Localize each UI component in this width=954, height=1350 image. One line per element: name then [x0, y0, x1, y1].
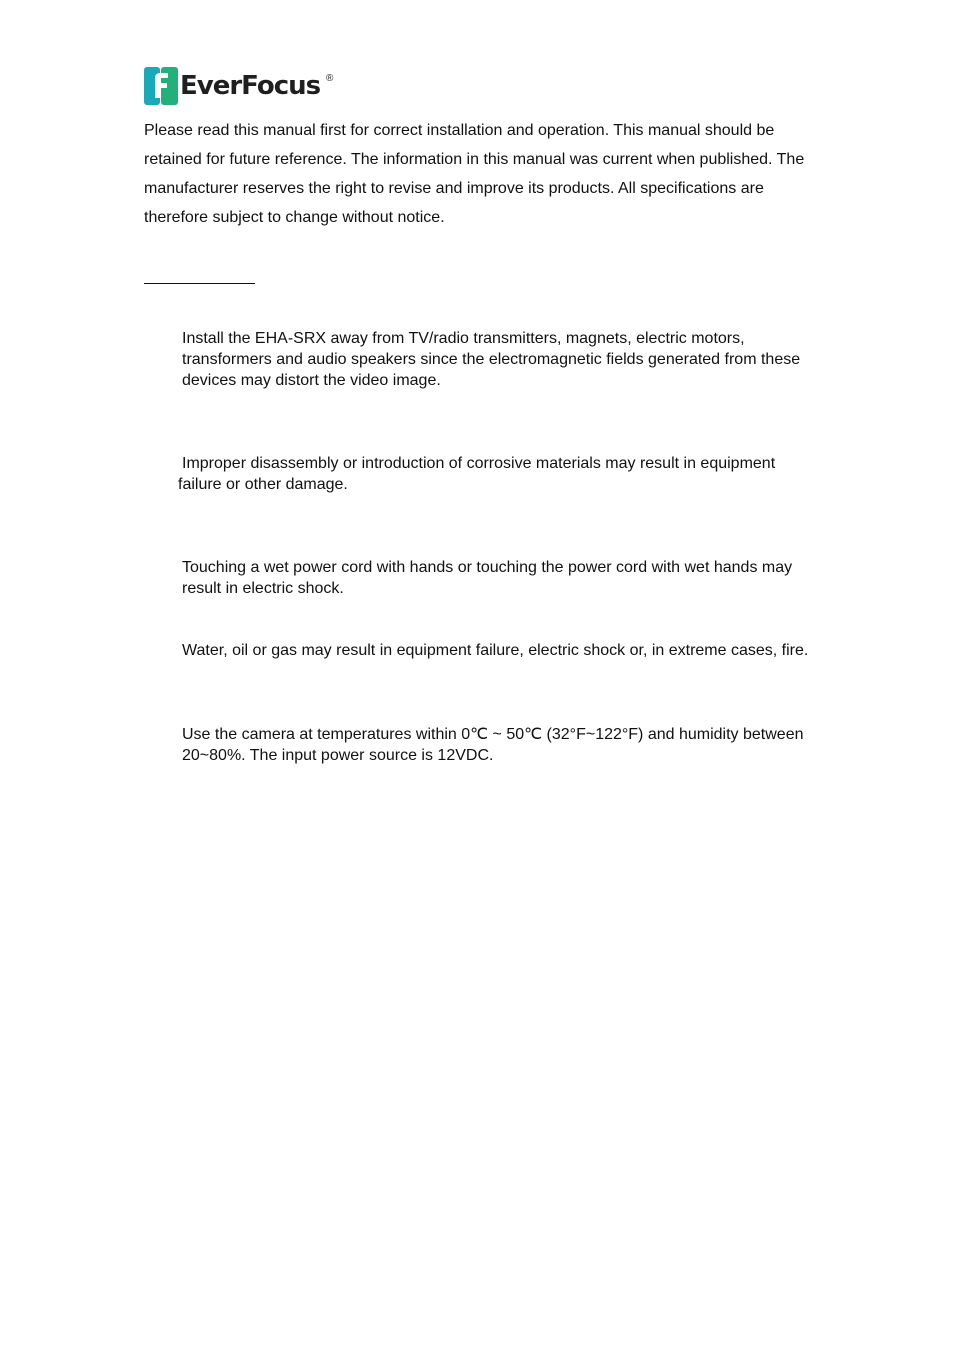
- section-heading-underline: [144, 283, 255, 284]
- intro-paragraph: Please read this manual first for correct installation and operation. This manual should be retained for future reference. The information in this manual was current when published. The manufacturer reserves the right to revise and improve its products. All specifications are therefore subject to change without notice.: [144, 122, 805, 226]
- precaution-disassembly: [178, 453, 822, 495]
- precaution-disassembly-line2: failure or other damage.: [178, 476, 348, 493]
- precaution-environment: Use the camera at temperatures within 0℃ ~ 50℃ (32°F~122°F) and humidity between 20~80%. The input power source is 12VDC.: [182, 726, 804, 764]
- precaution-power-cord: Touching a wet power cord with hands or touching the power cord with wet hands may result in electric shock.: [182, 559, 793, 597]
- logo-wordmark: EverFocus: [180, 71, 321, 101]
- precaution-installation: Install the EHA-SRX away from TV/radio transmitters, magnets, electric motors, transformers and audio speakers since the electromagnetic fields generated from these devices may distort the video image.: [182, 330, 801, 389]
- registered-mark: ®: [326, 73, 334, 84]
- precaution-disassembly-line1: Improper disassembly or introduction of corrosive materials may result in equipment: [182, 455, 776, 472]
- everfocus-f-mark-icon: [144, 67, 178, 105]
- everfocus-logo: [144, 67, 344, 107]
- precaution-liquids: Water, oil or gas may result in equipment failure, electric shock or, in extreme cases, fire.: [182, 642, 809, 659]
